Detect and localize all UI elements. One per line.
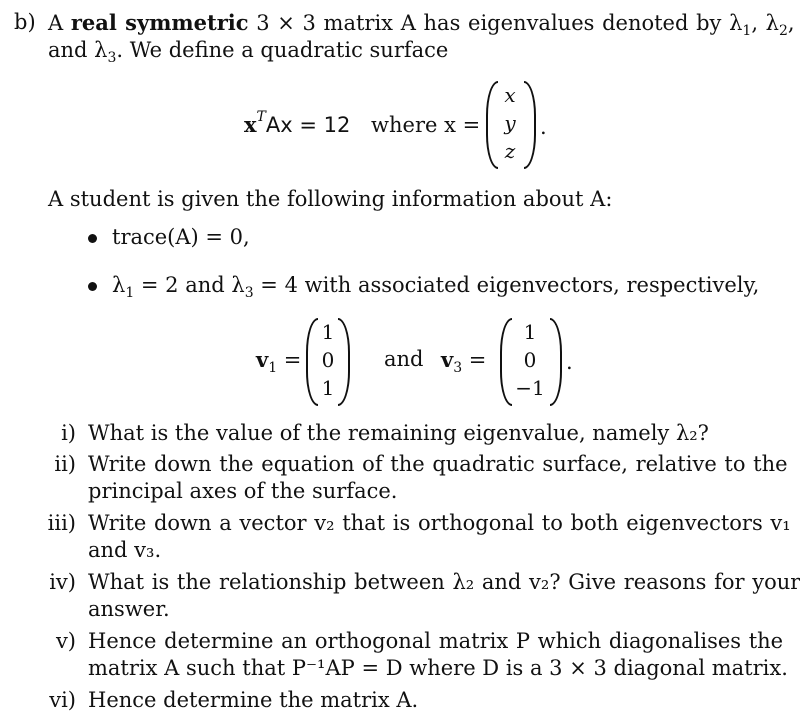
question-v-text-1: Hence determine an orthogonal matrix P which diagonalises the	[88, 629, 784, 653]
right-paren-v1	[338, 318, 350, 406]
bullet-2-marker	[88, 282, 97, 291]
question-iv-number: iv)	[49, 570, 76, 594]
v3-label: $v_3$ =	[441, 347, 487, 377]
v1-label: $v_1$ =	[256, 347, 302, 377]
question-ii-number: ii)	[54, 452, 76, 476]
right-paren-v3	[550, 318, 562, 406]
question-vi-number: vi)	[49, 688, 76, 712]
equation-period: .	[540, 115, 547, 139]
question-ii-text-2: principal axes of the surface.	[88, 479, 398, 503]
question-v-text-2: matrix A such that P⁻¹AP = D where D is a 3 × 3 diagonal matrix.	[88, 656, 788, 680]
and-text: and	[384, 347, 424, 371]
vector-v3: 1 0 −1	[515, 320, 545, 400]
info-intro: A student is given the following information about A:	[48, 187, 613, 211]
surface-equation: $x^TAx = 12$ where x =	[244, 109, 481, 137]
question-iii-number: iii)	[47, 511, 76, 535]
question-vi-text: Hence determine the matrix A.	[88, 688, 419, 712]
vector-x-y-z: x y z	[504, 83, 516, 163]
eigenvectors-period: .	[566, 350, 573, 374]
question-i-number: i)	[61, 421, 76, 445]
question-iv-text-1: What is the relationship between λ₂ and v₂? Give reasons for your	[88, 570, 800, 594]
question-iv-text-2: answer.	[88, 597, 170, 621]
question-iii-text-1: Write down a vector v₂ that is orthogonal to both eigenvectors v₁	[88, 511, 791, 535]
vector-v1: 1 0 1	[321, 320, 335, 400]
intro-line-2: and $\lambda_3$. We define a quadratic surface	[48, 38, 449, 67]
question-ii-text-1: Write down the equation of the quadratic surface, relative to the	[88, 452, 788, 476]
bullet-1-trace: trace(A) = 0,	[112, 225, 250, 249]
intro-line-1: A real symmetric 3 × 3 matrix A has eigenvalues denoted by $\lambda_1$, $\lambda_2$,	[48, 10, 795, 40]
right-paren-xyz	[524, 81, 536, 169]
part-label: b)	[14, 10, 36, 34]
real-symmetric-bold: real symmetric	[70, 10, 249, 35]
question-iii-text-2: and v₃.	[88, 538, 162, 562]
question-i-text: What is the value of the remaining eigenvalue, namely λ₂?	[88, 421, 709, 445]
bullet-2-eigenvalues: $\lambda_1 = 2$ and $\lambda_3 = 4$ with associated eigenvectors, respectively,	[112, 273, 760, 302]
question-v-number: v)	[55, 629, 76, 653]
bullet-1-marker	[88, 234, 97, 243]
